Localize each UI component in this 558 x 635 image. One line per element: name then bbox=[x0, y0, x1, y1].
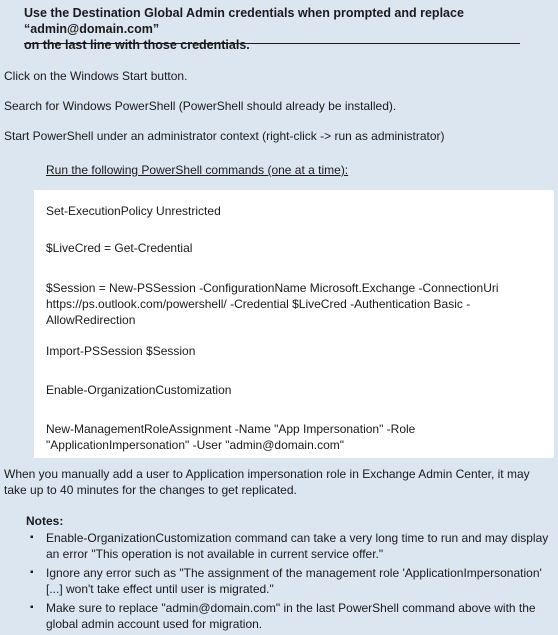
note-item bbox=[26, 530, 554, 562]
bullet-icon: ▪ bbox=[30, 567, 34, 578]
replication-note: When you manually add a user to Application impersonation role in Exchange Admin Center, it may take up to 40 minutes for the changes to get replicated. bbox=[4, 467, 530, 497]
note-text: Make sure to replace "admin@domain.com" in the last PowerShell command above with the global admin account used for migration. bbox=[46, 601, 536, 631]
command-new-pssession: $Session = New-PSSession -ConfigurationName Microsoft.Exchange -ConnectionUri https://ps.outlook.com/powershell/ -Credential $LiveCred -Authentication Basic -AllowRedirection bbox=[46, 281, 499, 327]
command-enable-org-customization: Enable-OrganizationCustomization bbox=[46, 383, 232, 397]
commands-heading: Run the following PowerShell commands (one at a time): bbox=[46, 163, 349, 177]
header-line-2: on the last line with those credentials. bbox=[24, 38, 250, 52]
step-search-powershell: Search for Windows PowerShell (PowerShell should already be installed). bbox=[4, 99, 397, 113]
divider-line bbox=[24, 43, 520, 44]
bullet-icon: ▪ bbox=[30, 602, 34, 613]
note-item bbox=[26, 600, 554, 632]
commands-box bbox=[34, 190, 554, 458]
command-new-role-assignment: New-ManagementRoleAssignment -Name "App Impersonation" -Role "ApplicationImpersonation" -User "admin@domain.com" bbox=[46, 422, 416, 452]
command-set-execution-policy: Set-ExecutionPolicy Unrestricted bbox=[46, 204, 221, 218]
bullet-icon: ▪ bbox=[30, 532, 34, 543]
header-line-1: Use the Destination Global Admin credentials when prompted and replace “admin@domain.com” bbox=[24, 6, 464, 36]
instruction-header bbox=[24, 5, 544, 53]
command-get-credential: $LiveCred = Get-Credential bbox=[46, 241, 193, 255]
step-start-button: Click on the Windows Start button. bbox=[4, 69, 188, 83]
note-text: Enable-OrganizationCustomization command can take a very long time to run and may display an error "This operation is not available in current service offer." bbox=[46, 531, 549, 561]
note-text: Ignore any error such as "The assignment of the management role 'ApplicationImpersonation' [...] won't take effect until user is migrated." bbox=[46, 566, 542, 596]
command-import-pssession: Import-PSSession $Session bbox=[46, 344, 196, 358]
notes-title: Notes: bbox=[26, 514, 64, 528]
step-run-as-admin: Start PowerShell under an administrator context (right-click -> run as administrator) bbox=[4, 129, 445, 143]
notes-list bbox=[26, 530, 554, 635]
note-item bbox=[26, 565, 554, 597]
